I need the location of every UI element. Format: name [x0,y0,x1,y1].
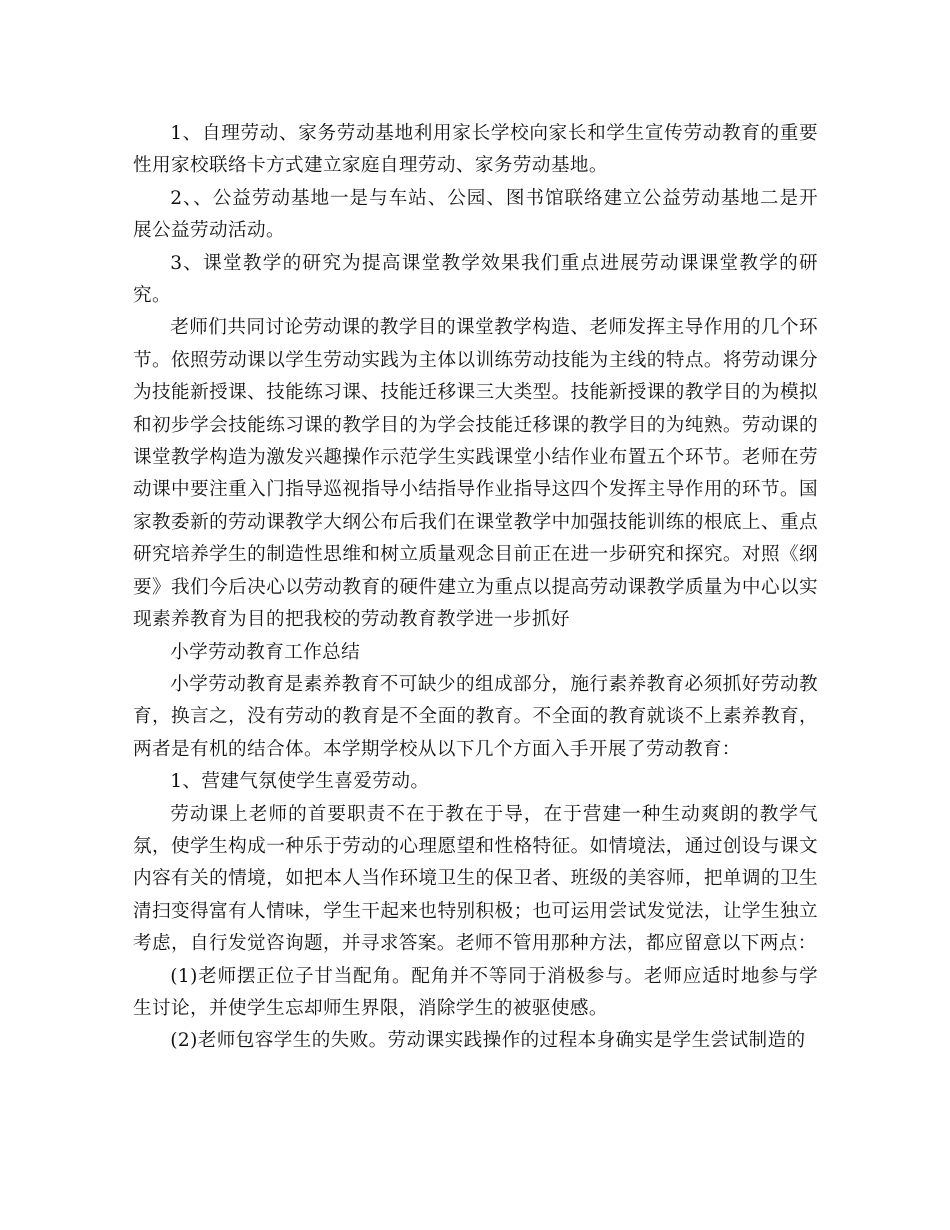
paragraph-1: 1、自理劳动、家务劳动基地利用家长学校向家长和学生宣传劳动教育的重要性用家校联络卡方式建立家庭自理劳动、家务劳动基地。 [133,123,818,177]
section-title: 小学劳动教育工作总结 [170,641,361,663]
paragraph-4: 老师们共同讨论劳动课的教学目的课堂教学构造、老师发挥主导作用的几个环节。依照劳动课以学生劳动实践为主体以训练劳动技能为主线的特点。将劳动课分为技能新授课、技能练习课、技能迁移课三大类型。技能新授课的教学目的为模拟和初步学会技能练习课的教学目的为学会技能迁移课的教学目的为纯熟。劳动课的课堂教学构造为激发兴趣操作示范学生实践课堂小结作业布置五个环节。老师在劳动课中要注重入门指导巡视指导小结指导作业指导这四个发挥主导作用的环节。国家教委新的劳动课教学大纲公布后我们在课堂教学中加强技能训练的根底上、重点研究培养学生的制造性思维和树立质量观念目前正在进一步研究和探究。对照《纲要》我们今后决心以劳动教育的硬件建立为重点以提高劳动课教学质量为中心以实现素养教育为目的把我校的劳动教育教学进一步抓好 [133,317,818,631]
paragraph-3: 3、课堂教学的研究为提高课堂教学效果我们重点进展劳动课课堂教学的研究。 [133,252,818,307]
paragraph-5: 小学劳动教育是素养教育不可缺少的组成部分，施行素养教育必须抓好劳动教育，换言之，没有劳动的教育是不全面的教育。不全面的教育就谈不上素养教育，两者是有机的结合体。本学期学校从以下几个方面入手开展了劳动教育： [133,673,818,760]
paragraph-8: (1)老师摆正位子甘当配角。配角并不等同于消极参与。老师应适时地参与学生讨论，并使学生忘却师生界限，消除学生的被驱使感。 [133,965,818,1019]
paragraph-2: 2、、公益劳动基地一是与车站、公园、图书馆联络建立公益劳动基地二是开展公益劳动活动。 [133,187,818,242]
document-body [133,118,818,1058]
paragraph-6: 1、营建气氛使学生喜爱劳动。 [170,771,430,793]
paragraph-9: (2)老师包容学生的失败。劳动课实践操作的过程本身确实是学生尝试制造的 [170,1030,806,1052]
paragraph-7: 劳动课上老师的首要职责不在于教在于导，在于营建一种生动爽朗的教学气氛，使学生构成一种乐于劳动的心理愿望和性格特征。如情境法，通过创设与课文内容有关的情境，如把本人当作环境卫生的保卫者、班级的美容师，把单调的卫生清扫变得富有人情味，学生干起来也特别积极；也可运用尝试发觉法，让学生独立考虑，自行发觉咨询题，并寻求答案。老师不管用那种方法，都应留意以下两点： [133,803,818,955]
